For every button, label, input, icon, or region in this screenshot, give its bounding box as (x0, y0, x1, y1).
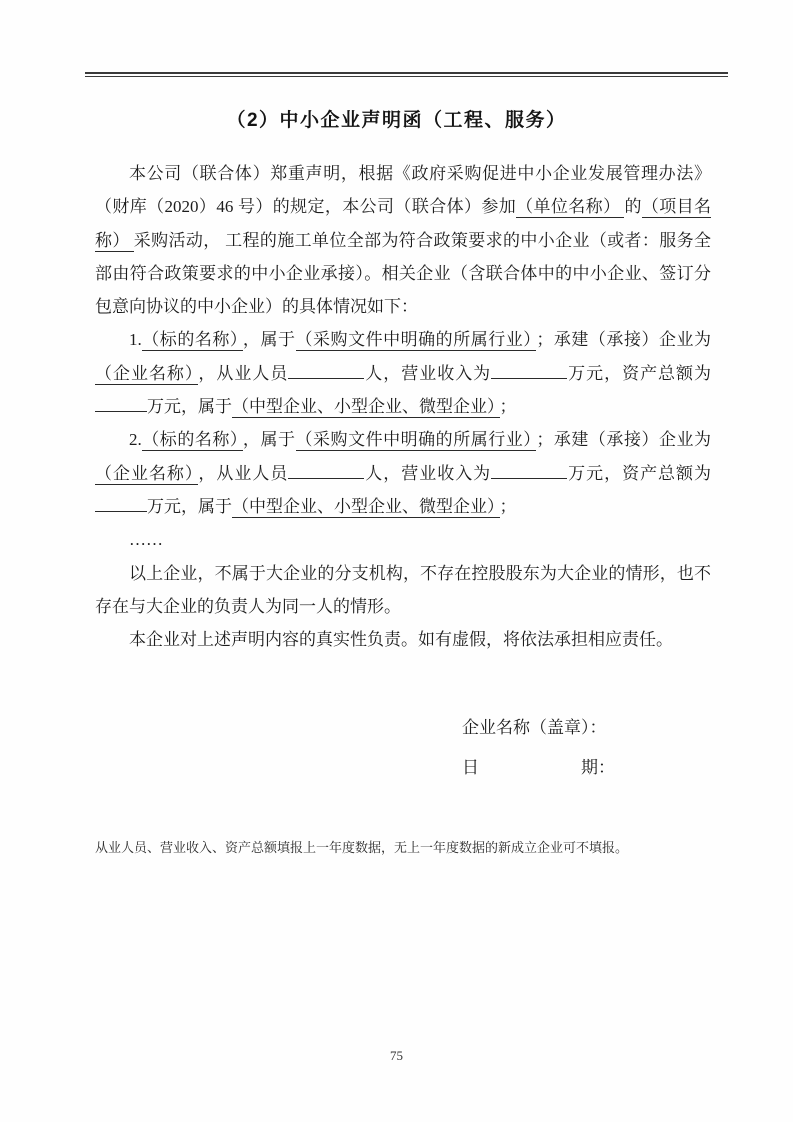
item-2-text-5: 万元，资产总额为 (567, 463, 712, 483)
item-2 (95, 423, 711, 523)
item-2-number: 2. (129, 430, 142, 450)
item-2-text-3: ，从业人员 (198, 463, 289, 483)
item-2-text-4: 人，营业收入为 (364, 463, 492, 483)
blank-total-assets-2 (95, 497, 147, 512)
paragraph-closing-2: 本企业对上述声明内容的真实性负责。如有虚假，将依法承担相应责任。 (129, 630, 673, 650)
item-1-text-3: ，从业人员 (198, 363, 289, 383)
blank-revenue-2 (491, 464, 567, 479)
item-2-text-1: ，属于 (242, 430, 296, 450)
underline-enterprise-size-1: （中型企业、小型企业、微型企业） (232, 397, 500, 418)
item-2-text-7: ； (499, 496, 517, 516)
underline-industry-1: （采购文件中明确的所属行业） (296, 330, 537, 351)
page-number: 75 (390, 1048, 403, 1063)
blank-revenue-1 (491, 364, 567, 379)
date-label-right: 期： (581, 758, 615, 777)
item-1-text-7: ； (499, 397, 517, 417)
document-body (95, 157, 711, 656)
underline-project-name: （项目名称） (95, 197, 712, 250)
blank-employee-count-2 (288, 464, 364, 479)
underline-unit-name: （单位名称） (516, 197, 624, 218)
intro-text-1: 本公司（联合体）郑重声明，根据《政府采购促进中小企业发展管理办法》（财库（2020）46 号）的规定，本公司（联合体）参加 (95, 164, 711, 217)
company-seal-label: 企业名称（盖章）： (462, 718, 607, 737)
underline-industry-2: （采购文件中明确的所属行业） (296, 430, 537, 451)
item-1-text-1: ，属于 (242, 330, 296, 350)
item-1-text-6: 万元，属于 (147, 397, 232, 417)
item-1-text-2: ；承建（承接）企业为 (536, 330, 712, 350)
item-1-number: 1. (129, 330, 142, 350)
item-1-text-5: 万元，资产总额为 (567, 363, 712, 383)
signature-block (462, 708, 615, 788)
item-2-text-6: 万元，属于 (147, 496, 232, 516)
date-label-left: 日 (462, 758, 479, 777)
header-double-rule (85, 72, 728, 77)
paragraph-closing-1: 以上企业，不属于大企业的分支机构，不存在控股股东为大企业的情形，也不存在与大企业的负责人为同一人的情形。 (95, 563, 711, 616)
intro-text-3: 采购活动， 工程的施工单位全部为符合政策要求的中小企业（或者：服务全部由符合政策要求的中小企业承接）。相关企业（含联合体中的中小企业、签订分包意向协议的中小企业）的具体情况如下： (95, 230, 712, 317)
underline-subject-name-1: （标的名称） (142, 330, 243, 351)
item-2-text-2: ；承建（承接）企业为 (536, 430, 712, 450)
underline-company-name-2: （企业名称） (95, 464, 198, 485)
item-1-text-4: 人，营业收入为 (364, 363, 492, 383)
blank-total-assets-1 (95, 397, 147, 412)
ellipsis-line: …… (129, 530, 163, 550)
underline-enterprise-size-2: （中型企业、小型企业、微型企业） (232, 497, 500, 518)
underline-subject-name-2: （标的名称） (142, 430, 243, 451)
footnote: 从业人员、营业收入、资产总额填报上一年度数据，无上一年度数据的新成立企业可不填报。 (95, 840, 629, 855)
paragraph-intro (95, 157, 711, 323)
underline-company-name-1: （企业名称） (95, 364, 198, 385)
item-1 (95, 323, 711, 423)
page-title: （2）中小企业声明函（工程、服务） (226, 110, 567, 131)
blank-employee-count-1 (288, 364, 364, 379)
date-line (462, 748, 615, 788)
intro-text-2: 的 (624, 197, 642, 217)
